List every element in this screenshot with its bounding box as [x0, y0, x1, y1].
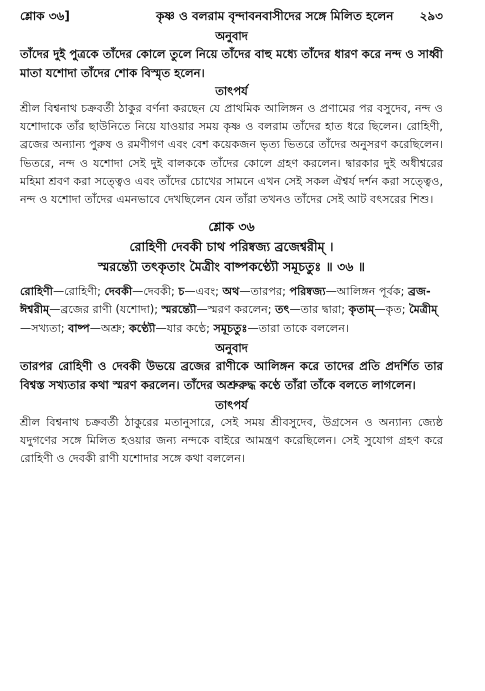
translation-text: তাঁদের দুই পুত্রকে তাঁদের কোলে তুলে নিয়ে তাঁদের বাহু মধ্যে তাঁদের ধারণ করে নন্দ ও সাধ্বী মাতা যশোদা তাঁদের শোক বিস্মৃত হলেন। [20, 47, 443, 80]
synonym-word: কণ্ঠ্যৌ [128, 321, 156, 335]
synonym-word: অথ [222, 285, 240, 299]
synonym-meaning: —তারা তাকে বললেন। [247, 321, 349, 335]
synonym-word: স্মরন্ত্যৌ [161, 303, 197, 317]
header-chapter-title: কৃষ্ণ ও বলরাম বৃন্দাবনবাসীদের সঙ্গে মিলিত হলেন [156, 9, 394, 23]
synonym-word: কৃতাম্ [348, 303, 375, 317]
translation-heading: অনুবাদ [215, 29, 248, 43]
header-verse-ref: শ্লোক ৩৬] [20, 9, 70, 23]
synonym-meaning: —অশ্রু; [89, 321, 129, 335]
translation-text-2: তারপর রোহিণী ও দেবকী উভয়ে ব্রজের রাণীকে আলিঙ্গন করে তাদের প্রতি প্রদর্শিত তার বিশ্বস্ত সখ্যতার কথা স্মরণ করলেন। তাঁদের অশ্রুরুদ্ধ কণ্ঠে তাঁরা তাঁকে বলতে লাগলেন। [20, 358, 443, 392]
synonym-word: রোহিণী [20, 285, 53, 299]
synonym-word: পরিষ্বজ্য [289, 285, 326, 299]
synonym-meaning: —ব্রজের রাণী (যশোদা); [49, 303, 162, 317]
page-number: ২৯৩ [419, 9, 443, 23]
verse-line-1: রোহিণী দেবকী চাথ পরিষ্বজ্য ব্রজেশ্বরীম্ । [129, 239, 334, 255]
synonym-meaning: —স্মরণ করলেন; [196, 303, 276, 317]
purport-text: শ্রীল বিশ্বনাথ চক্রবর্তী ঠাকুর বর্ণনা করছেন যে প্রাথমিক আলিঙ্গন ও প্রণামের পর বসুদেব, নন্দ ও যশোদাকে তাঁর ছাউনিতে নিয়ে যাওয়ার সময় কৃষ্ণ ও বলরাম তাঁদের হাত ধরে ছিলেন। রোহিণী, ব্রজের অন্যান্য পুরুষ ও রমণীগণ এবং বেশ কয়েকজন ভৃত্য ভিতরে তাঁদের অনুসরণ করেছিলেন। ভিতরে, নন্দ ও যশোদা সেই দুই বালককে তাঁদের কোলে গ্রহণ করলেন। দ্বারকার দুই অধীশ্বরের মহিমা শ্রবণ করা সত্ত্বেও এবং তাঁদের চোখের সামনে এখন সেই সকল ঐশ্বর্য দর্শন করা সত্ত্বেও, নন্দ ও যশোদা তাঁদের এমনভাবে দেখছিলেন যেন তাঁরা তখনও তাঁদের সেই আট বৎসরের শিশু। [20, 102, 443, 207]
synonym-meaning: —সখ্যতা; [20, 321, 69, 335]
synonym-word: দেবকী [104, 285, 133, 299]
purport-text-2: শ্রীল বিশ্বনাথ চক্রবর্তী ঠাকুরের মতানুসারে, সেই সময় শ্রীবসুদেব, উগ্রসেন ও অন্যান্য জ্যেষ্ঠ যদুগণের সঙ্গে মিলিত হওয়ার জন্য নন্দকে বাইরে আমন্ত্রণ করেছিলেন। সেই সুযোগ গ্রহণ করে রোহিণী ও দেবকী রাণী যশোদার সঙ্গে কথা বললেন। [20, 415, 443, 466]
synonym-meaning: —যার কণ্ঠে; [155, 321, 214, 335]
synonym-meaning: —কৃত; [374, 303, 410, 317]
synonym-meaning: —তার দ্বারা; [289, 303, 349, 317]
synonym-meaning: —এবং; [184, 285, 223, 299]
synonym-meaning: —তারপর; [239, 285, 290, 299]
verse-number: শ্লোক ৩৬ [208, 219, 255, 235]
synonym-word: সমূচতুঃ [213, 321, 248, 335]
synonym-word: বাষ্প [68, 321, 90, 335]
synonym-word: মৈত্রীম্ [409, 303, 438, 317]
synonym-meaning: —রোহিণী; [52, 285, 105, 299]
verse-line-2: স্মরন্ত্যৌ তৎকৃতাং মৈত্রীং বাষ্পকণ্ঠ্যৌ সমূচতুঃ ॥ ৩৬ ॥ [97, 259, 366, 275]
synonym-word: ব্রজ-ঈশ্বরীম্ [20, 285, 431, 317]
purport-heading-2: তাৎপর্য [215, 397, 248, 412]
word-synonyms [20, 283, 443, 338]
synonym-meaning: —দেবকী; [132, 285, 179, 299]
page-header [20, 6, 443, 28]
synonym-word: তৎ [275, 303, 290, 317]
synonym-word: চ [178, 285, 185, 299]
synonym-meaning: —আলিঙ্গন পূর্বক; [325, 285, 408, 299]
translation-heading-2: অনুবাদ [215, 340, 248, 355]
purport-heading: তাৎপর্য [215, 84, 248, 98]
